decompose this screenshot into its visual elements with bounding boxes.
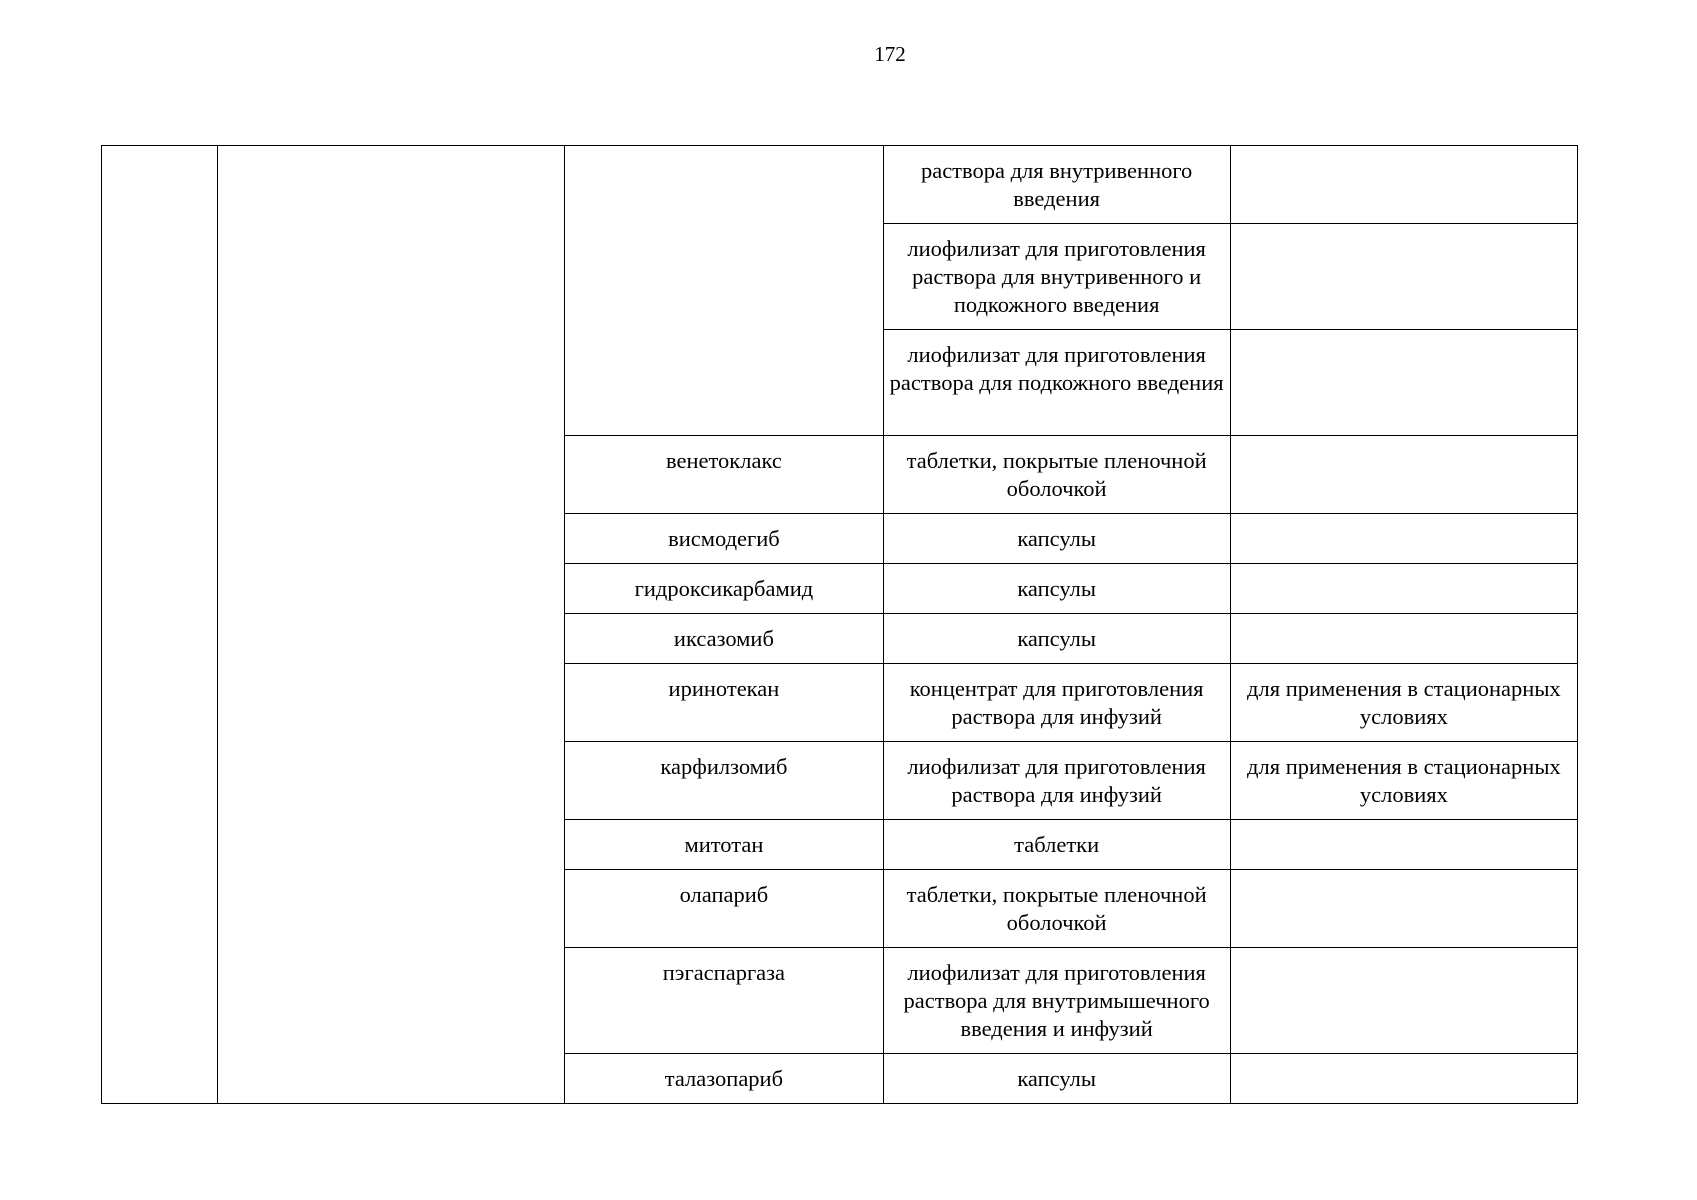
note-cell (1230, 436, 1577, 514)
page-number: 172 (874, 42, 906, 66)
drug-name-cell: пэгаспаргаза (565, 948, 883, 1054)
note-cell (1230, 614, 1577, 664)
dosage-form-cell: капсулы (883, 514, 1230, 564)
dosage-form-cell: лиофилизат для приготовления раствора для инфузий (883, 742, 1230, 820)
code-cell (102, 146, 218, 1104)
dosage-form-cell: концентрат для приготовления раствора для инфузий (883, 664, 1230, 742)
note-cell: для применения в стационарных условиях (1230, 664, 1577, 742)
note-cell (1230, 146, 1577, 224)
drug-name-cell: олапариб (565, 870, 883, 948)
note-cell: для применения в стационарных условиях (1230, 742, 1577, 820)
dosage-form-cell: лиофилизат для приготовления раствора для внутримышечного введения и инфузий (883, 948, 1230, 1054)
drug-name-cell: талазопариб (565, 1054, 883, 1104)
note-cell (1230, 820, 1577, 870)
drug-name-cell: иринотекан (565, 664, 883, 742)
note-cell (1230, 564, 1577, 614)
note-cell (1230, 870, 1577, 948)
drug-name-cell: гидроксикарбамид (565, 564, 883, 614)
dosage-form-cell: капсулы (883, 614, 1230, 664)
drug-name-cell: митотан (565, 820, 883, 870)
drug-name-cell: венетоклакс (565, 436, 883, 514)
note-cell (1230, 224, 1577, 330)
dosage-form-cell: капсулы (883, 1054, 1230, 1104)
note-cell (1230, 330, 1577, 436)
dosage-form-cell: капсулы (883, 564, 1230, 614)
drug-name-cell: иксазомиб (565, 614, 883, 664)
group-cell (218, 146, 565, 1104)
dosage-form-cell: лиофилизат для приготовления раствора для подкожного введения (883, 330, 1230, 436)
drug-name-cell (565, 146, 883, 436)
dosage-form-cell: раствора для внутривенного введения (883, 146, 1230, 224)
dosage-form-cell: таблетки, покрытые пленочной оболочкой (883, 870, 1230, 948)
note-cell (1230, 948, 1577, 1054)
dosage-form-cell: лиофилизат для приготовления раствора для внутривенного и подкожного введения (883, 224, 1230, 330)
note-cell (1230, 514, 1577, 564)
dosage-form-cell: таблетки (883, 820, 1230, 870)
note-cell (1230, 1054, 1577, 1104)
drug-name-cell: висмодегиб (565, 514, 883, 564)
table-row (102, 146, 1578, 224)
drug-table (101, 145, 1578, 1104)
drug-name-cell: карфилзомиб (565, 742, 883, 820)
dosage-form-cell: таблетки, покрытые пленочной оболочкой (883, 436, 1230, 514)
